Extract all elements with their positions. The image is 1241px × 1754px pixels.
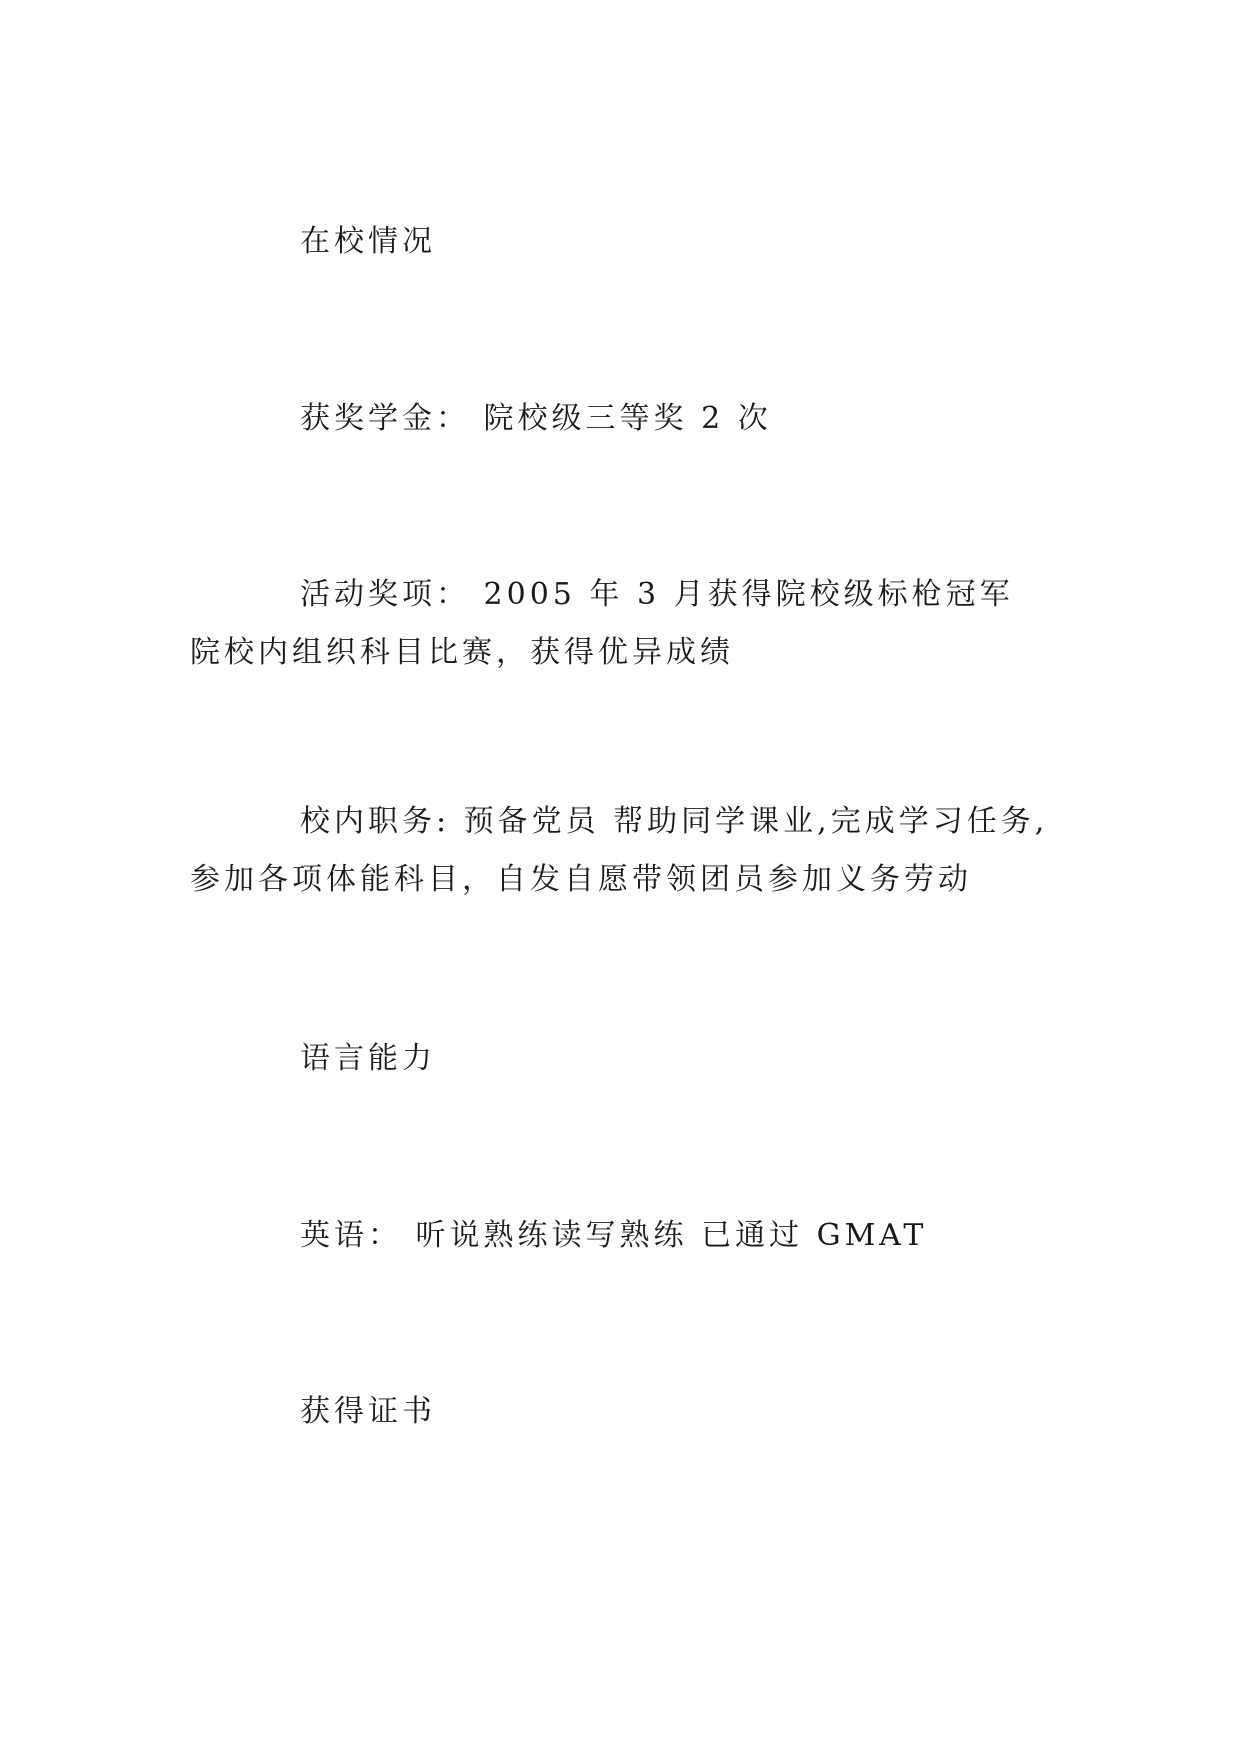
section-heading-school-status: 在校情况	[300, 224, 436, 259]
activity-awards-paragraph: 活动奖项： 2005 年 3 月获得院校级标枪冠军 院校内组织科目比赛，获得优异成绩	[190, 577, 1014, 670]
section-heading-language-ability: 语言能力	[300, 1041, 436, 1076]
school-positions-paragraph: 校内职务: 预备党员 帮助同学课业,完成学习任务,参加各项体能科目，自发自愿带领团员参加义务劳动	[190, 804, 1049, 897]
english-ability-line: 英语： 听说熟练读写熟练 已通过 GMAT	[300, 1218, 928, 1253]
section-heading-certificates: 获得证书	[300, 1394, 436, 1429]
scholarship-line: 获奖学金： 院校级三等奖 2 次	[300, 401, 772, 436]
